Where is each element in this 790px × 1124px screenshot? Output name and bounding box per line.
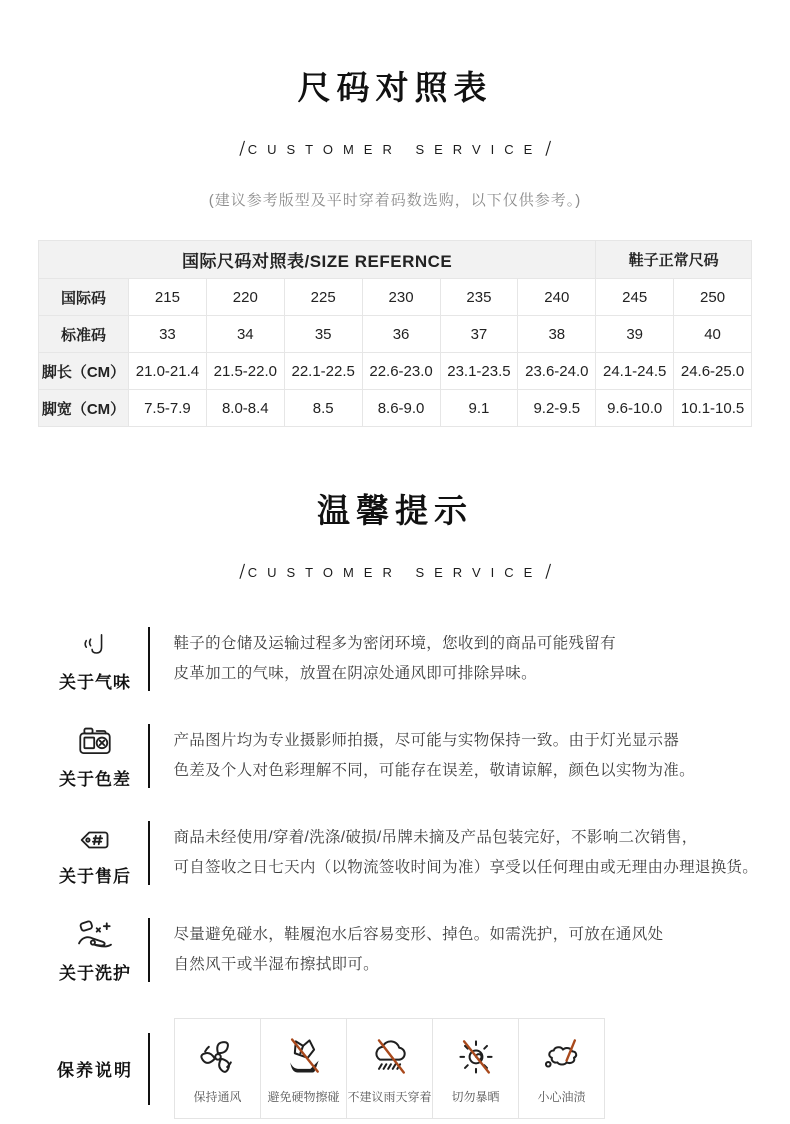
- tip-label: 关于洗护: [59, 964, 131, 983]
- tip-text: [174, 625, 616, 693]
- tip-divider: [148, 821, 150, 885]
- no-sun-icon: [454, 1033, 498, 1079]
- size-cell: 9.1: [440, 390, 518, 427]
- size-cell: 235: [440, 279, 518, 316]
- care-item-oil-stain: [518, 1018, 605, 1119]
- table-row-international-code: [39, 279, 752, 316]
- size-table: [38, 240, 752, 427]
- size-chart-subtitle: [0, 138, 790, 161]
- tip-text-line: 色差及个人对色彩理解不同，可能存在误差，敬请谅解，颜色以实物为准。: [173, 762, 695, 779]
- care-caption: 不建议雨天穿着: [347, 1089, 432, 1104]
- care-caption: 小心油渍: [537, 1089, 586, 1104]
- row-label: 国际码: [39, 279, 129, 316]
- care-caption: 切勿暴晒: [451, 1089, 500, 1104]
- price-tag-icon: [75, 819, 115, 855]
- size-cell: 35: [284, 316, 362, 353]
- tip-text: [174, 819, 759, 887]
- size-cell: 22.6-23.0: [362, 353, 440, 390]
- tip-text-line: 可自签收之日七天内（以物流签收时间为准）享受以任何理由或无理由办理退换货。: [173, 859, 759, 876]
- tip-text-line: 产品图片均为专业摄影师拍摄，尽可能与实物保持一致。由于灯光显示器: [173, 732, 680, 749]
- tip-washing-care: [42, 916, 790, 984]
- size-cell: 8.5: [284, 390, 362, 427]
- size-chart-title: 尺码对照表: [297, 69, 493, 106]
- tips-title: 温馨提示: [317, 492, 473, 529]
- size-cell: 38: [518, 316, 596, 353]
- table-row-standard-code: [39, 316, 752, 353]
- size-cell: 24.6-25.0: [674, 353, 752, 390]
- size-cell: 39: [596, 316, 674, 353]
- care-caption: 避免硬物擦碰: [267, 1089, 340, 1104]
- camera-icon: [75, 722, 115, 758]
- tip-after-sale-left: [42, 819, 148, 887]
- size-cell: 230: [362, 279, 440, 316]
- size-cell: 240: [518, 279, 596, 316]
- size-cell: 21.0-21.4: [129, 353, 207, 390]
- size-cell: 33: [129, 316, 207, 353]
- row-label: 标准码: [39, 316, 129, 353]
- tip-divider: [148, 918, 150, 982]
- size-cell: 23.6-24.0: [518, 353, 596, 390]
- no-hard-object-icon: [282, 1033, 326, 1079]
- tip-smell: [42, 625, 790, 693]
- size-cell: 8.0-8.4: [206, 390, 284, 427]
- tip-washing-left: [42, 916, 148, 984]
- care-item-no-rain: [346, 1018, 433, 1119]
- tips-subtitle-text: CUSTOMER SERVICE: [247, 565, 543, 580]
- row-label: 脚宽（CM）: [39, 390, 129, 427]
- size-chart-subtitle-text: CUSTOMER SERVICE: [247, 142, 543, 157]
- size-cell: 250: [674, 279, 752, 316]
- tip-after-sale: [42, 819, 790, 887]
- hand-wipe-icon: [74, 916, 116, 952]
- size-cell: 22.1-22.5: [284, 353, 362, 390]
- size-table-header-international: 国际尺码对照表/SIZE REFERNCE: [39, 241, 596, 279]
- tip-divider: [148, 627, 150, 691]
- smell-icon: [77, 625, 113, 661]
- care-caption: 保持通风: [193, 1089, 242, 1104]
- size-table-header-normal: 鞋子正常尺码: [596, 241, 752, 279]
- table-row-foot-length: [39, 353, 752, 390]
- tip-label: 关于售后: [59, 867, 131, 886]
- tip-divider: [148, 724, 150, 788]
- size-cell: 9.2-9.5: [518, 390, 596, 427]
- size-cell: 23.1-23.5: [440, 353, 518, 390]
- tips-list: [0, 625, 790, 984]
- oil-stain-icon: [540, 1033, 584, 1079]
- size-cell: 8.6-9.0: [362, 390, 440, 427]
- tip-text-line: 商品未经使用/穿着/洗涤/破损/吊牌未摘及产品包装完好，不影响二次销售，: [173, 829, 698, 846]
- size-cell: 36: [362, 316, 440, 353]
- tip-text: [174, 722, 695, 790]
- table-row-foot-width: [39, 390, 752, 427]
- size-chart-note: (建议参考版型及平时穿着码数选购，以下仅供参考。): [208, 192, 582, 209]
- care-label: 保养说明: [57, 1061, 133, 1080]
- slash-decor-right: /: [545, 138, 552, 161]
- size-table-header-row: [39, 241, 752, 279]
- tip-text-line: 自然风干或半湿布擦拭即可。: [173, 956, 379, 973]
- no-rain-icon: [368, 1033, 412, 1079]
- tip-smell-left: [42, 625, 148, 693]
- size-cell: 34: [206, 316, 284, 353]
- size-cell: 40: [674, 316, 752, 353]
- care-boxes: [174, 1018, 605, 1119]
- tip-text-line: 鞋子的仓储及运输过程多为密闭环境，您收到的商品可能残留有: [173, 635, 616, 652]
- row-label: 脚长（CM）: [39, 353, 129, 390]
- size-cell: 245: [596, 279, 674, 316]
- tip-label: 关于色差: [59, 770, 131, 789]
- care-divider: [148, 1033, 150, 1105]
- size-cell: 37: [440, 316, 518, 353]
- tip-color-difference: [42, 722, 790, 790]
- care-item-no-sun-exposure: [432, 1018, 519, 1119]
- size-cell: 220: [206, 279, 284, 316]
- care-instructions: [42, 1018, 790, 1119]
- size-cell: 9.6-10.0: [596, 390, 674, 427]
- size-cell: 7.5-7.9: [129, 390, 207, 427]
- tip-color-left: [42, 722, 148, 790]
- size-cell: 225: [284, 279, 362, 316]
- size-cell: 10.1-10.5: [674, 390, 752, 427]
- care-item-avoid-hard-objects: [260, 1018, 347, 1119]
- slash-decor-right: /: [545, 561, 552, 584]
- tip-text: [174, 916, 664, 984]
- tip-text-line: 尽量避免碰水，鞋履泡水后容易变形、掉色。如需洗护，可放在通风处: [173, 926, 664, 943]
- care-item-ventilation: [174, 1018, 261, 1119]
- size-cell: 24.1-24.5: [596, 353, 674, 390]
- tip-label: 关于气味: [59, 673, 131, 692]
- slash-decor-left: /: [238, 138, 245, 161]
- size-cell: 21.5-22.0: [206, 353, 284, 390]
- tips-subtitle: [0, 561, 790, 584]
- tip-text-line: 皮革加工的气味，放置在阴凉处通风即可排除异味。: [173, 665, 537, 682]
- size-cell: 215: [129, 279, 207, 316]
- fan-icon: [196, 1033, 240, 1079]
- slash-decor-left: /: [238, 561, 245, 584]
